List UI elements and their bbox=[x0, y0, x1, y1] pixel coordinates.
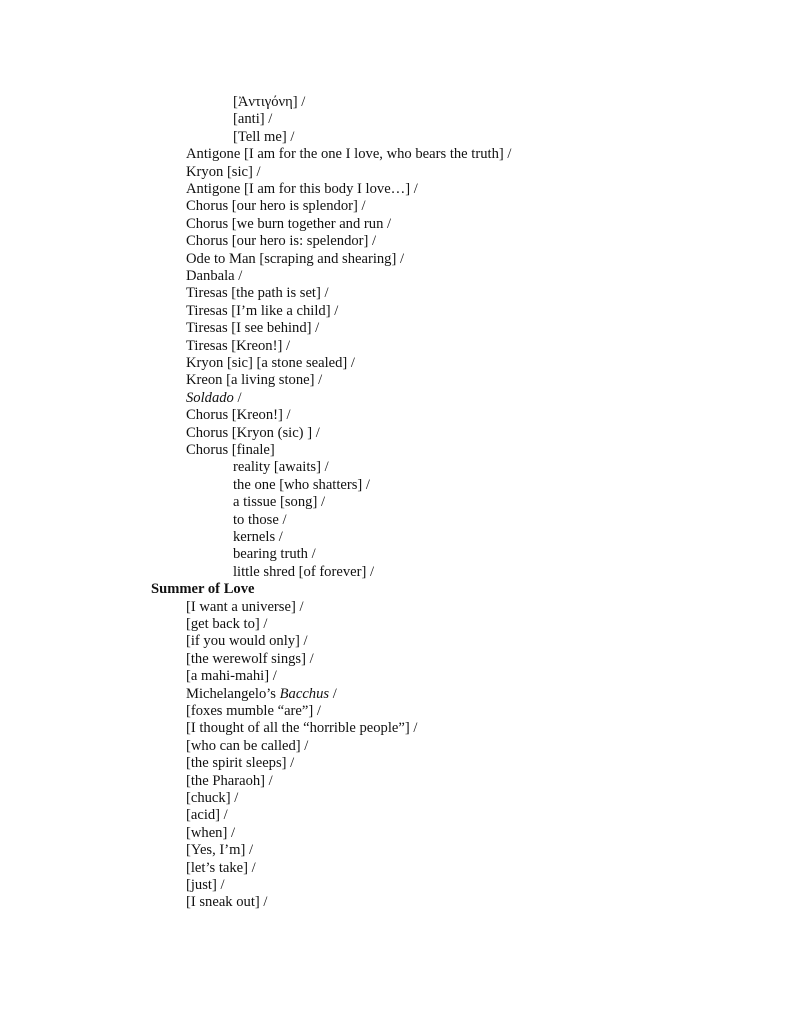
section-heading: Summer of Love bbox=[151, 581, 255, 598]
toc-item: [I thought of all the “horrible people”] / bbox=[186, 720, 418, 737]
toc-item: Chorus [finale] bbox=[186, 442, 275, 458]
toc-item: Danbala / bbox=[186, 268, 243, 284]
toc-subitem-tell-me: [Tell me] / bbox=[233, 128, 295, 145]
toc-subitem: a tissue [song] / bbox=[233, 494, 326, 511]
toc-subitem: kernels / bbox=[233, 529, 283, 545]
toc-item: Antigone [I am for the one I love, who bears the truth] / bbox=[186, 146, 512, 163]
michelangelo-slash: / bbox=[329, 685, 337, 702]
toc-item: [foxes mumble “are”] / bbox=[186, 703, 321, 719]
toc-item: Tiresas [the path is set] / bbox=[186, 285, 329, 302]
toc-subitem: bearing truth / bbox=[233, 546, 316, 563]
toc-subitem: little shred [of forever] / bbox=[233, 563, 375, 580]
toc-item: [I want a universe] / bbox=[186, 598, 304, 615]
toc-item: [the werewolf sings] / bbox=[186, 650, 314, 667]
toc-subitem: the one [who shatters] / bbox=[233, 476, 370, 493]
toc-item: Tiresas [I see behind] / bbox=[186, 320, 320, 337]
toc-item: [acid] / bbox=[186, 807, 228, 824]
toc-item: [let’s take] / bbox=[186, 859, 256, 876]
toc-item: Tiresas [Kreon!] / bbox=[186, 337, 291, 354]
toc-item: [chuck] / bbox=[186, 790, 239, 806]
toc-item: [the spirit sleeps] / bbox=[186, 755, 295, 772]
michelangelo-prefix: Michelangelo’s bbox=[186, 685, 280, 702]
toc-item: Kryon [sic] [a stone sealed] / bbox=[186, 355, 355, 371]
toc-item: Antigone [I am for this body I love…] / bbox=[186, 181, 418, 197]
toc-item: [if you would only] / bbox=[186, 633, 308, 650]
toc-item: Ode to Man [scraping and shearing] / bbox=[186, 250, 405, 267]
toc-item: Chorus [our hero is splendor] / bbox=[186, 198, 366, 215]
toc-item: Chorus [Kryon (sic) ] / bbox=[186, 424, 320, 441]
soldado-title: Soldado bbox=[186, 389, 234, 406]
toc-item: Chorus [Kreon!] / bbox=[186, 407, 291, 424]
toc-item: Kreon [a living stone] / bbox=[186, 372, 323, 389]
toc-subitem-anti: [anti] / bbox=[233, 111, 273, 128]
toc-subitem: reality [awaits] / bbox=[233, 459, 329, 476]
soldado-slash: / bbox=[233, 389, 242, 406]
bacchus-title: Bacchus bbox=[279, 685, 330, 702]
toc-item: Chorus [our hero is: spelendor] / bbox=[186, 233, 377, 250]
toc-subitem-greek bbox=[233, 94, 305, 111]
toc-item: [a mahi-mahi] / bbox=[186, 668, 277, 685]
toc-item: [the Pharaoh] / bbox=[186, 772, 273, 789]
toc-item: Tiresas [I’m like a child] / bbox=[186, 302, 339, 319]
toc-item: [just] / bbox=[186, 877, 225, 893]
greek-word: Ἀντιγόνη] / bbox=[237, 94, 306, 110]
toc-item: [who can be called] / bbox=[186, 737, 309, 754]
toc-item: Kryon [sic] / bbox=[186, 163, 261, 180]
toc-item: Chorus [we burn together and run / bbox=[186, 215, 392, 232]
toc-item: [Yes, I’m] / bbox=[186, 842, 254, 859]
toc-item: [I sneak out] / bbox=[186, 894, 268, 911]
toc-subitem: to those / bbox=[233, 511, 287, 528]
toc-item: [when] / bbox=[186, 824, 236, 841]
toc-item-soldado bbox=[186, 390, 242, 407]
greek-bracket: [ bbox=[233, 94, 238, 110]
toc-item-michelangelo bbox=[186, 686, 337, 703]
toc-item: [get back to] / bbox=[186, 616, 268, 632]
